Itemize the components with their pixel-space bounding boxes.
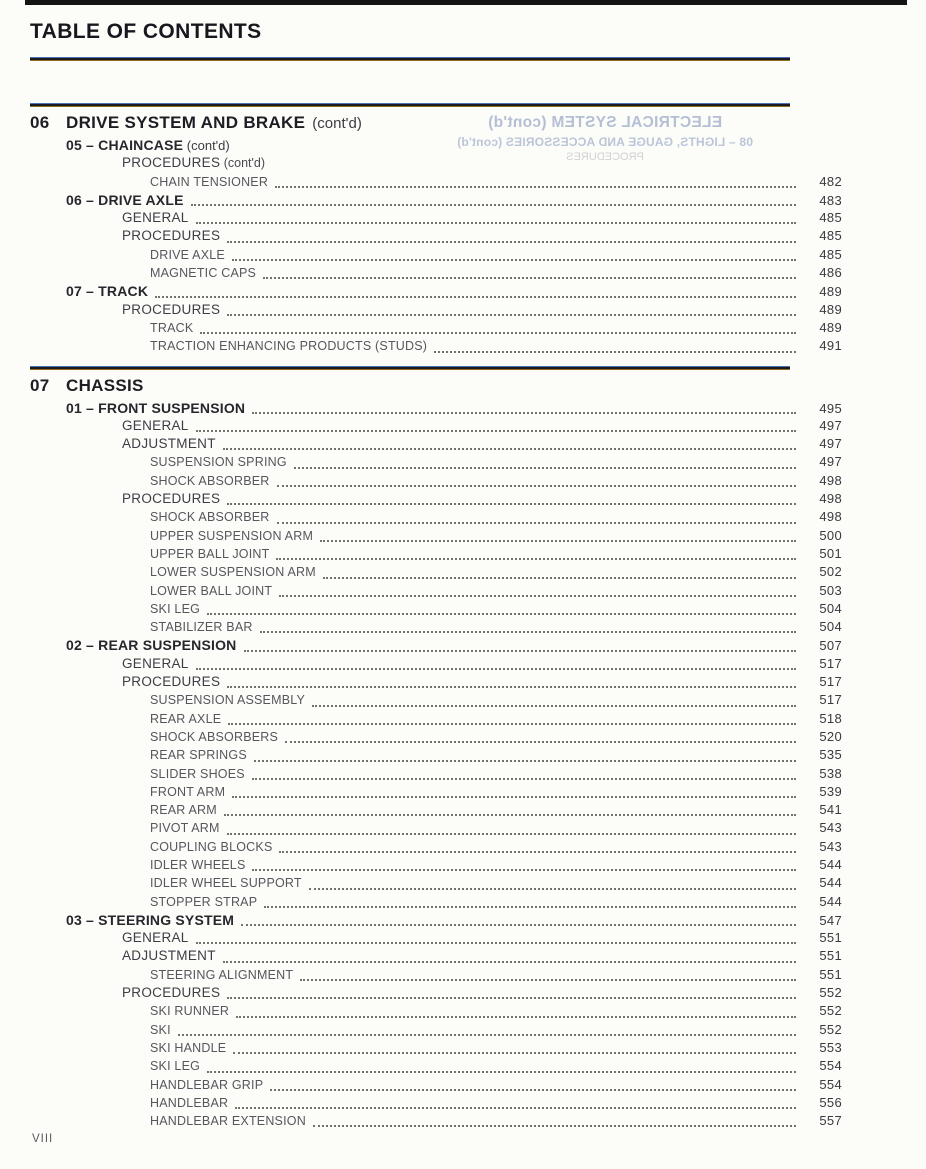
toc-entry-page-number: 543 [819, 820, 842, 836]
toc-entry-page-number: 551 [819, 966, 842, 982]
dot-leader [300, 977, 796, 981]
toc-entry-label: SUSPENSION SPRING [150, 455, 287, 470]
toc-entry-page-number: 544 [819, 856, 842, 872]
dot-leader [244, 648, 797, 652]
toc-entry-label: REAR SPRINGS [150, 748, 247, 763]
toc-entry [30, 875, 842, 893]
toc-entry [30, 454, 842, 472]
dot-leader [196, 666, 796, 670]
toc-entry-page-number: 504 [819, 619, 842, 635]
toc-entry [30, 174, 842, 192]
section-number: 06 [30, 113, 50, 132]
dot-leader [254, 758, 796, 762]
dot-leader [227, 995, 796, 999]
toc-entry-page-number: 482 [819, 173, 842, 189]
toc-entry [30, 985, 842, 1003]
toc-entry [30, 491, 842, 509]
toc-entry-label: DRIVE AXLE [150, 247, 225, 262]
toc-entry [30, 802, 842, 820]
toc-entry [30, 509, 842, 527]
toc-entry-label: PIVOT ARM [150, 821, 220, 836]
toc-entry [30, 967, 842, 985]
toc-entry [30, 784, 842, 802]
toc-entry [30, 400, 842, 418]
toc-entry-page-number: 541 [819, 802, 842, 818]
toc-entry [30, 820, 842, 838]
toc-entry-label: GENERAL [122, 655, 189, 671]
toc-entry-page-number: 483 [819, 192, 842, 208]
toc-entry-label: HANDLEBAR EXTENSION [150, 1114, 306, 1129]
toc-entry-page-number: 551 [819, 948, 842, 964]
section-title: DRIVE SYSTEM AND BRAKE [66, 113, 306, 132]
dot-leader [232, 794, 796, 798]
toc-entry-label: PROCEDURES [122, 985, 221, 1001]
toc-entry-label: REAR ARM [150, 803, 217, 818]
toc-entry-label: STOPPER STRAP [150, 894, 258, 909]
toc-entry [30, 564, 842, 582]
dot-leader [232, 257, 796, 261]
toc-entry-page-number: 498 [819, 509, 842, 525]
toc-entry-label: GENERAL [122, 930, 189, 946]
toc-entry [30, 228, 842, 246]
toc-entry [30, 674, 842, 692]
dot-leader [313, 1123, 796, 1127]
toc-entry [30, 766, 842, 784]
dot-leader [227, 501, 796, 505]
dot-leader [236, 1014, 796, 1018]
dot-leader [233, 1050, 796, 1054]
dot-leader [223, 446, 796, 450]
toc-entry-page-number: 517 [819, 655, 842, 671]
dot-leader [227, 684, 796, 688]
dot-leader [227, 831, 796, 835]
toc-entry-label: SKI RUNNER [150, 1004, 230, 1019]
dot-leader [279, 593, 796, 597]
toc-entry-label: SHOCK ABSORBER [150, 510, 270, 525]
toc-entry-page-number: 503 [819, 582, 842, 598]
toc-entry-label: UPPER BALL JOINT [150, 546, 270, 561]
toc-entry [30, 1022, 842, 1040]
toc-entry [30, 302, 842, 320]
toc-entry [30, 528, 842, 546]
toc-entry-page-number: 544 [819, 875, 842, 891]
dot-leader [178, 1032, 796, 1036]
toc-entry [30, 930, 842, 948]
toc-entry-page-number: 500 [819, 527, 842, 543]
toc-entry [30, 637, 842, 655]
toc-entry [30, 601, 842, 619]
toc-entry [30, 192, 842, 210]
dot-leader [224, 812, 796, 816]
toc-entry-label: REAR AXLE [150, 711, 222, 726]
dot-leader [323, 575, 796, 579]
toc-entry-contd-suffix: (cont'd) [220, 156, 266, 171]
toc-entry-label: SHOCK ABSORBER [150, 473, 270, 488]
toc-entry [30, 839, 842, 857]
toc-entry [30, 283, 842, 301]
dot-leader [312, 703, 796, 707]
toc-entry-page-number: 554 [819, 1058, 842, 1074]
toc-entry-page-number: 497 [819, 454, 842, 470]
toc-entry [30, 619, 842, 637]
toc-entry-label: HANDLEBAR GRIP [150, 1077, 264, 1092]
toc-entry-page-number: 501 [819, 545, 842, 561]
toc-entry-page-number: 518 [819, 710, 842, 726]
dot-leader [196, 940, 796, 944]
toc-entry [30, 692, 842, 710]
toc-entry-page-number: 517 [819, 674, 842, 690]
dot-leader [191, 202, 796, 206]
toc-entry-page-number: 489 [819, 319, 842, 335]
toc-entry-page-number: 491 [819, 338, 842, 354]
dot-leader [196, 220, 796, 224]
toc-entry-page-number: 551 [819, 930, 842, 946]
dot-leader [207, 1069, 796, 1073]
title-divider-rule [30, 57, 790, 61]
toc-entry [30, 137, 842, 155]
toc-entry-page-number: 543 [819, 838, 842, 854]
toc-entry-page-number: 502 [819, 564, 842, 580]
dot-leader [276, 556, 796, 560]
dot-leader [252, 776, 796, 780]
toc-entry-label: IDLER WHEEL SUPPORT [150, 876, 302, 891]
dot-leader [270, 1087, 796, 1091]
toc-entry [30, 436, 842, 454]
toc-entry-page-number: 520 [819, 728, 842, 744]
bleedthrough-line: PROCEDURES [566, 151, 644, 164]
dot-leader [320, 538, 796, 542]
toc-entry-page-number: 498 [819, 491, 842, 507]
toc-entry-label: FRONT ARM [150, 784, 226, 799]
toc-entry [30, 729, 842, 747]
toc-entry-page-number: 485 [819, 210, 842, 226]
toc-entry [30, 1077, 842, 1095]
toc-entry-page-number: 489 [819, 284, 842, 300]
toc-entry-page-number: 539 [819, 783, 842, 799]
bleedthrough-line: 08 – LIGHTS, GAUGE AND ACCESSORIES (cont'd) [457, 134, 753, 149]
page-title: TABLE OF CONTENTS [30, 20, 262, 43]
toc-entry [30, 473, 842, 491]
toc-entry [30, 320, 842, 338]
toc-entry-page-number: 547 [819, 912, 842, 928]
toc-entry-label: UPPER SUSPENSION ARM [150, 528, 314, 543]
toc-entry-page-number: 498 [819, 472, 842, 488]
toc-entry-label: ADJUSTMENT [122, 436, 216, 452]
toc-entry [30, 1003, 842, 1021]
toc-entry-label: 01 – FRONT SUSPENSION [66, 399, 246, 416]
toc-entry-page-number: 485 [819, 246, 842, 262]
toc-entry [30, 210, 842, 228]
toc-entry-label: ADJUSTMENT [122, 948, 216, 964]
toc-entry-page-number: 538 [819, 765, 842, 781]
toc-entry [30, 155, 842, 173]
dot-leader [275, 184, 796, 188]
toc-entry [30, 747, 842, 765]
toc-entry-page-number: 497 [819, 436, 842, 452]
dot-leader [277, 483, 797, 487]
dot-leader [277, 520, 797, 524]
dot-leader [264, 904, 796, 908]
toc-entry-label: TRACK [150, 320, 194, 335]
toc-entry-label: SUSPENSION ASSEMBLY [150, 693, 306, 708]
toc-entry [30, 912, 842, 930]
toc-entry [30, 338, 842, 356]
toc-entry-page-number: 552 [819, 1003, 842, 1019]
dot-leader [227, 312, 796, 316]
toc-entry-label: SKI LEG [150, 601, 201, 616]
toc-entry-label: GENERAL [122, 210, 189, 226]
toc-entry-page-number: 556 [819, 1094, 842, 1110]
toc-entry-label: LOWER BALL JOINT [150, 583, 273, 598]
toc-sections [30, 103, 842, 1131]
toc-entry-label: MAGNETIC CAPS [150, 266, 257, 281]
bleedthrough-line: ELECTRICAL SYSTEM (cont'd) [487, 114, 723, 131]
dot-leader [223, 959, 796, 963]
dot-leader [279, 849, 796, 853]
toc-entry [30, 1058, 842, 1076]
toc-entry-page-number: 485 [819, 228, 842, 244]
dot-leader [285, 739, 796, 743]
toc-entry [30, 894, 842, 912]
dot-leader [155, 294, 796, 298]
toc-entry [30, 948, 842, 966]
toc-entry [30, 247, 842, 265]
toc-entry-label: PROCEDURES [122, 228, 221, 244]
toc-entry-page-number: 535 [819, 747, 842, 763]
dot-leader [260, 629, 796, 633]
toc-entry-label: SHOCK ABSORBERS [150, 729, 279, 744]
toc-entry-label: SLIDER SHOES [150, 766, 245, 781]
toc-entry-page-number: 544 [819, 893, 842, 909]
toc-entry-label: SKI LEG [150, 1059, 201, 1074]
toc-entry-label: SKI HANDLE [150, 1040, 227, 1055]
dot-leader [263, 275, 796, 279]
dot-leader [294, 465, 796, 469]
toc-entry-page-number: 557 [819, 1113, 842, 1129]
toc-entry-label: 02 – REAR SUSPENSION [66, 637, 237, 654]
toc-entry [30, 265, 842, 283]
toc-entry-label: TRACTION ENHANCING PRODUCTS (STUDS) [150, 339, 428, 354]
dot-leader [207, 611, 796, 615]
toc-entry-label: 05 – CHAINCASE [66, 137, 184, 153]
toc-entry-page-number: 495 [819, 400, 842, 416]
toc-entry [30, 1095, 842, 1113]
toc-entry-label: PROCEDURES [122, 491, 221, 507]
dot-leader [227, 239, 796, 243]
toc-entry [30, 546, 842, 564]
toc-entry-label: HANDLEBAR [150, 1095, 229, 1110]
toc-entry [30, 857, 842, 875]
section-divider-rule [30, 103, 790, 107]
toc-entry-page-number: 552 [819, 1021, 842, 1037]
toc-entry-label: STABILIZER BAR [150, 620, 253, 635]
toc-entry-page-number: 497 [819, 417, 842, 433]
dot-leader [252, 410, 796, 414]
section-heading-06 [30, 113, 842, 133]
toc-entry-page-number: 489 [819, 301, 842, 317]
toc-entry-page-number: 553 [819, 1039, 842, 1055]
section-title: CHASSIS [66, 375, 144, 395]
dot-leader [252, 867, 796, 871]
toc-entry-label: CHAIN TENSIONER [150, 174, 269, 189]
page-number-folio: VIII [32, 1133, 54, 1145]
toc-entry-contd-suffix: (cont'd) [183, 138, 230, 153]
toc-entry [30, 418, 842, 436]
toc-entry-label: SKI [150, 1022, 171, 1037]
toc-entry [30, 1113, 842, 1131]
section-contd-suffix: (cont'd) [312, 115, 362, 132]
toc-entry-label: PROCEDURES [122, 674, 221, 690]
dot-leader [309, 886, 796, 890]
toc-entry-page-number: 554 [819, 1076, 842, 1092]
toc-entry [30, 711, 842, 729]
dot-leader [434, 349, 796, 353]
toc-entry-page-number: 517 [819, 692, 842, 708]
toc-entry [30, 1040, 842, 1058]
toc-entry [30, 656, 842, 674]
dot-leader [235, 1105, 796, 1109]
dot-leader [241, 922, 796, 926]
toc-entry-label: GENERAL [122, 417, 189, 433]
dot-leader [228, 721, 796, 725]
toc-entry-label: IDLER WHEELS [150, 857, 246, 872]
toc-entry-label: 07 – TRACK [66, 283, 149, 300]
dot-leader [196, 428, 796, 432]
section-divider-rule [30, 366, 790, 370]
toc-entry-label: LOWER SUSPENSION ARM [150, 565, 316, 580]
toc-entry-label: STEERING ALIGNMENT [150, 967, 294, 982]
toc-entry [30, 583, 842, 601]
section-heading-07 [30, 376, 842, 396]
dot-leader [200, 330, 796, 334]
toc-entry-page-number: 504 [819, 600, 842, 616]
toc-entry-label: 03 – STEERING SYSTEM [66, 911, 235, 928]
toc-entry-label: COUPLING BLOCKS [150, 839, 273, 854]
toc-entry-label: PROCEDURES [122, 155, 221, 171]
toc-entry-label: 06 – DRIVE AXLE [66, 191, 184, 208]
section-number: 07 [30, 375, 50, 395]
toc-entry-page-number: 507 [819, 638, 842, 654]
toc-entry-page-number: 486 [819, 265, 842, 281]
toc-entry-page-number: 552 [819, 985, 842, 1001]
toc-entry-label: PROCEDURES [122, 301, 221, 317]
